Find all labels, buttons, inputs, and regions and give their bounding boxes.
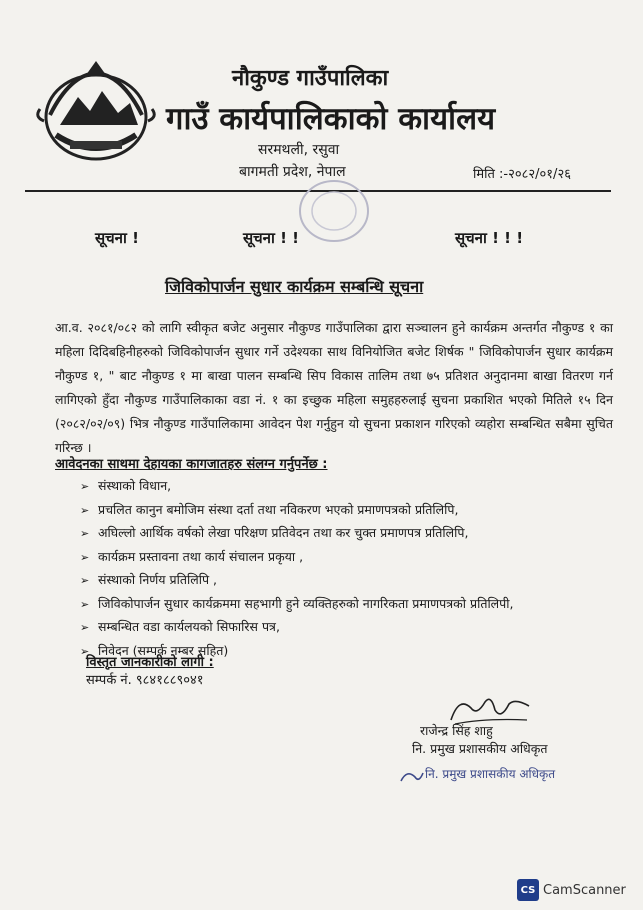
list-item: ➢ निवेदन (सम्पर्क नम्बर सहित)	[80, 639, 513, 663]
signatory-name: राजेन्द्र सिंह शाहु	[420, 723, 493, 738]
faint-stamp-icon	[295, 175, 373, 247]
notice-subject: जिविकोपार्जन सुधार कार्यक्रम सम्बन्धि सूचना	[165, 277, 424, 296]
documents-list	[80, 474, 513, 662]
arrow-bullet-icon: ➢	[80, 550, 90, 564]
issue-date: मिति :-२०८२/०१/२६	[473, 167, 571, 182]
notice-body: आ.व. २०८१/०८२ को लागि स्वीकृत बजेट अनुसार नौकुण्ड गाउँपालिका द्वारा सञ्चालन हुने कार्यक्रम अन्तर्गत नौकुण्ड १ का महिला दिदिबहिनीहरुको जिविकोपार्जन सुधार गर्ने उदेश्यका साथ विनियोजित बजेट शिर्षक " जिविकोपार्जन सुधार कार्यक्रम नौकुण्ड १, " बाट नौकुण्ड १ मा बाखा पालन सम्बन्धि सिप विकास तालिम तथा ७५ प्रतिशत अनुदानमा बाखा वितरण गर्न लागिएको हुँदा नौकुण्ड गाउँपालिकाका वडा नं. १ का इच्छुक महिला समुहहरुलाई सुचना प्रकाशित भएको मितिले १५ दिन (२०८२/०२/०९) भित्र नौकुण्ड गाउँपालिकामा आवेदन पेश गर्नुहुन यो सुचना प्रकाशन गरिएको व्यहोरा सम्बन्धित सबैमा सुचित गरिन्छ ।	[55, 320, 613, 455]
municipality-name: नौकुण्ड गाउँपालिका	[232, 66, 389, 91]
signatory-title: नि. प्रमुख प्रशासकीय अधिकृत	[412, 741, 548, 756]
office-location: सरमथली, रसुवा	[258, 142, 340, 158]
camscanner-logo-icon: CS	[517, 879, 539, 901]
list-item: ➢ कार्यक्रम प्रस्तावना तथा कार्य संचालन प्रकृया ,	[80, 545, 513, 569]
notice-label-3: सूचना ! ! !	[455, 229, 524, 247]
arrow-bullet-icon: ➢	[80, 597, 90, 611]
arrow-bullet-icon: ➢	[80, 503, 90, 517]
office-name: गाउँ कार्यपालिकाको कार्यालय	[166, 101, 496, 137]
notice-label-2: सूचना ! !	[243, 229, 300, 247]
camscanner-label: CamScanner	[543, 882, 626, 898]
documents-heading: आवेदनका साथमा देहायका कागजातहरु संलग्न गर्नुपर्नेछ :	[55, 457, 328, 472]
nepal-emblem-icon	[30, 55, 162, 167]
list-item: ➢ प्रचलित कानुन बमोजिम संस्था दर्ता तथा नविकरण भएको प्रमाणपत्रको प्रतिलिपि,	[80, 498, 513, 522]
arrow-bullet-icon: ➢	[80, 527, 90, 540]
arrow-bullet-icon: ➢	[80, 574, 90, 587]
list-item: ➢ सम्बन्धित वडा कार्यलयको सिफारिस पत्र,	[80, 615, 513, 639]
list-item: ➢ जिविकोपार्जन सुधार कार्यक्रममा सहभागी हुने व्यक्तिहरुको नागरिकता प्रमाणपत्रको प्रतिलिपी,	[80, 592, 513, 616]
arrow-bullet-icon: ➢	[80, 480, 90, 493]
camscanner-watermark	[517, 878, 626, 902]
contact-heading: विस्तृत जानकारीको लागी :	[86, 655, 214, 670]
arrow-bullet-icon: ➢	[80, 621, 90, 634]
contact-number: सम्पर्क नं. ९८४१८८९०४१	[86, 673, 204, 688]
list-item: ➢ संस्थाको निर्णय प्रतिलिपि ,	[80, 568, 513, 592]
list-item: ➢ अघिल्लो आर्थिक वर्षको लेखा परिक्षण प्रतिवेदन तथा कर चुक्त प्रमाणपत्र प्रतिलिपि,	[80, 521, 513, 545]
official-seal-text: नि. प्रमुख प्रशासकीय अधिकृत	[425, 767, 556, 781]
notice-label-1: सूचना !	[95, 229, 139, 247]
office-province: बागमती प्रदेश, नेपाल	[239, 164, 346, 180]
arrow-bullet-icon: ➢	[80, 644, 90, 658]
list-item: ➢ संस्थाको विधान,	[80, 474, 513, 498]
